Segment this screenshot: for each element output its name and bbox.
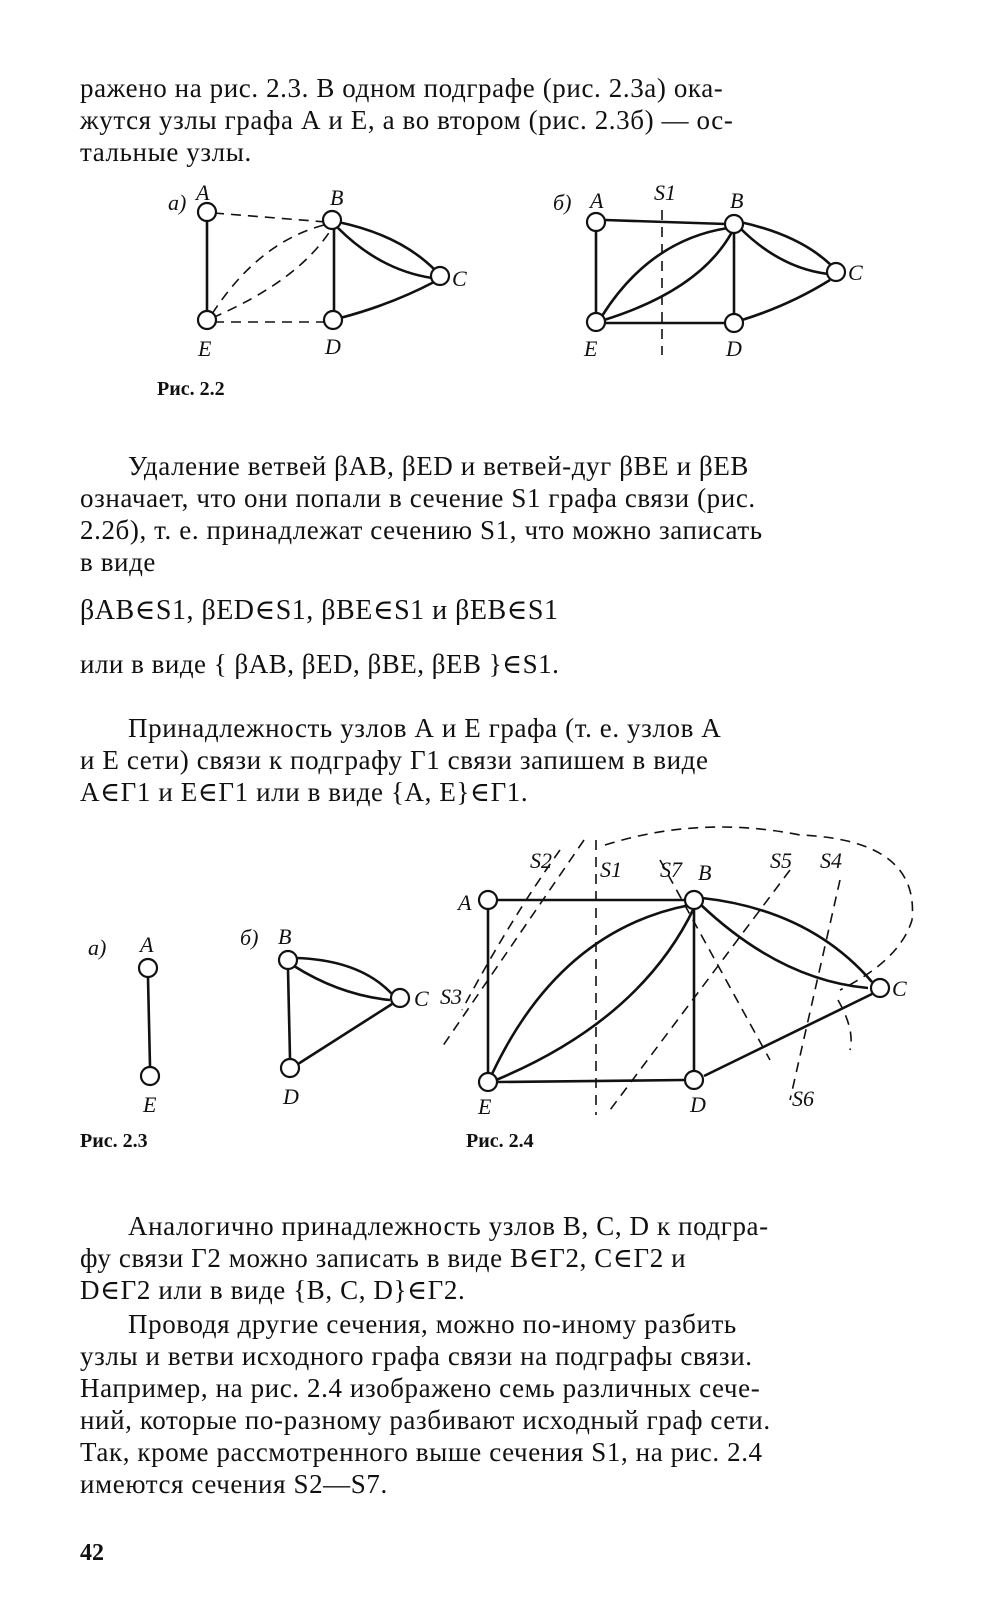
section-label: S1 <box>654 180 676 205</box>
text-line: D∈Г2 или в виде {B, C, D}∈Г2. <box>80 1275 466 1305</box>
figure-2-2 <box>0 170 993 410</box>
text-line: Проводя другие сечения, можно по-иному разбить <box>128 1309 737 1339</box>
graph-node <box>479 1073 497 1091</box>
node-label: D <box>726 336 742 361</box>
panel-a-label: а) <box>88 935 107 960</box>
text-line: ражено на рис. 2.3. В одном подграфе (рис. 2.3а) ока- <box>80 73 724 103</box>
text-line: Аналогично принадлежность узлов B, C, D к подгра- <box>128 1211 769 1241</box>
section-label: S7 <box>660 857 682 882</box>
text-line: фу связи Г2 можно записать в виде В∈Г2, С∈Г2 и <box>80 1243 687 1273</box>
graph-node <box>198 311 216 329</box>
graph-node <box>587 313 605 331</box>
node-label: E <box>198 336 212 361</box>
panel-b-label: б) <box>553 190 572 215</box>
node-label: D <box>690 1092 706 1117</box>
graph-node <box>827 263 845 281</box>
text-line: 2.2б), т. е. принадлежат сечению S1, что можно записать <box>80 515 763 545</box>
graph-node <box>871 979 889 997</box>
node-label: A <box>590 188 604 213</box>
paragraph-analogous <box>80 1210 925 1306</box>
text-line: в виде <box>80 547 157 577</box>
graph-node <box>391 989 409 1007</box>
node-label: B <box>698 860 712 885</box>
node-label: C <box>848 260 863 285</box>
text-line: означает, что они попали в сечение S1 графа связи (рис. <box>80 483 756 513</box>
graph-node <box>139 959 157 977</box>
node-label: C <box>414 986 429 1011</box>
page-number: 42 <box>80 1540 104 1566</box>
graph-node <box>141 1067 159 1085</box>
node-label: A <box>458 890 472 915</box>
graph-node <box>198 203 216 221</box>
graph-node <box>323 211 341 229</box>
text-line: имеются сечения S2—S7. <box>80 1469 388 1499</box>
node-label: E <box>584 336 598 361</box>
text-line: жутся узлы графа А и Е, а во втором (рис. 2.3б) — ос- <box>80 105 734 135</box>
text-line: Например, на рис. 2.4 изображено семь различных сече- <box>80 1373 761 1403</box>
text-line: Удаление ветвей βAB, βED и ветвей-дуг βBE и βEB <box>128 451 750 481</box>
graph-node <box>281 1059 299 1077</box>
graph-node <box>587 213 605 231</box>
text-line: А∈Г1 и Е∈Г1 или в виде {А, Е}∈Г1. <box>80 777 529 807</box>
text-line: тальные узлы. <box>80 137 252 167</box>
graph-node <box>324 311 342 329</box>
paragraph-node-membership <box>80 712 925 808</box>
text-line: ний, которые по-разному разбивают исходный граф сети. <box>80 1405 771 1435</box>
graph-node <box>479 891 497 909</box>
node-label: E <box>478 1094 492 1119</box>
node-label: B <box>330 185 344 210</box>
text-line: Принадлежность узлов А и Е графа (т. е. узлов А <box>128 713 722 743</box>
node-label: D <box>283 1084 299 1109</box>
section-label: S2 <box>530 848 552 873</box>
text-line: и Е сети) связи к подграфу Г1 связи запишем в виде <box>80 745 709 775</box>
graph-node <box>431 267 449 285</box>
node-label: C <box>892 976 907 1001</box>
paragraph-deletion <box>80 450 925 578</box>
graph-node <box>725 314 743 332</box>
node-label: C <box>452 266 467 291</box>
node-label: B <box>278 924 292 949</box>
formula-set: или в виде { βAB, βED, βBE, βEB }∈S1. <box>80 649 560 679</box>
graph-node <box>685 1071 703 1089</box>
graph-node <box>279 951 297 969</box>
panel-b-label: б) <box>240 925 259 950</box>
section-label: S3 <box>440 984 462 1009</box>
text-line: Так, кроме рассмотренного выше сечения S1, на рис. 2.4 <box>80 1437 763 1467</box>
section-label: S5 <box>770 848 792 873</box>
figure-caption: Рис. 2.3 <box>80 1130 148 1152</box>
graph-node <box>685 891 703 909</box>
panel-a-label: а) <box>168 190 187 215</box>
intro-paragraph <box>80 72 925 168</box>
paragraph-sections <box>80 1308 925 1500</box>
formula-membership: βAB∈S1, βED∈S1, βBE∈S1 и βEB∈S1 <box>80 595 559 626</box>
section-label: S4 <box>820 848 842 873</box>
figure-caption: Рис. 2.2 <box>157 378 225 400</box>
graph-node <box>725 215 743 233</box>
node-label: E <box>143 1092 157 1117</box>
node-label: A <box>196 180 210 205</box>
section-label: S1 <box>600 857 622 882</box>
section-label: S6 <box>792 1086 814 1111</box>
figures-2-3-2-4 <box>0 820 993 1140</box>
figure-caption: Рис. 2.4 <box>466 1130 534 1152</box>
node-label: A <box>140 932 154 957</box>
node-label: B <box>730 188 744 213</box>
node-label: D <box>325 334 341 359</box>
text-line: узлы и ветви исходного графа связи на подграфы связи. <box>80 1341 753 1371</box>
